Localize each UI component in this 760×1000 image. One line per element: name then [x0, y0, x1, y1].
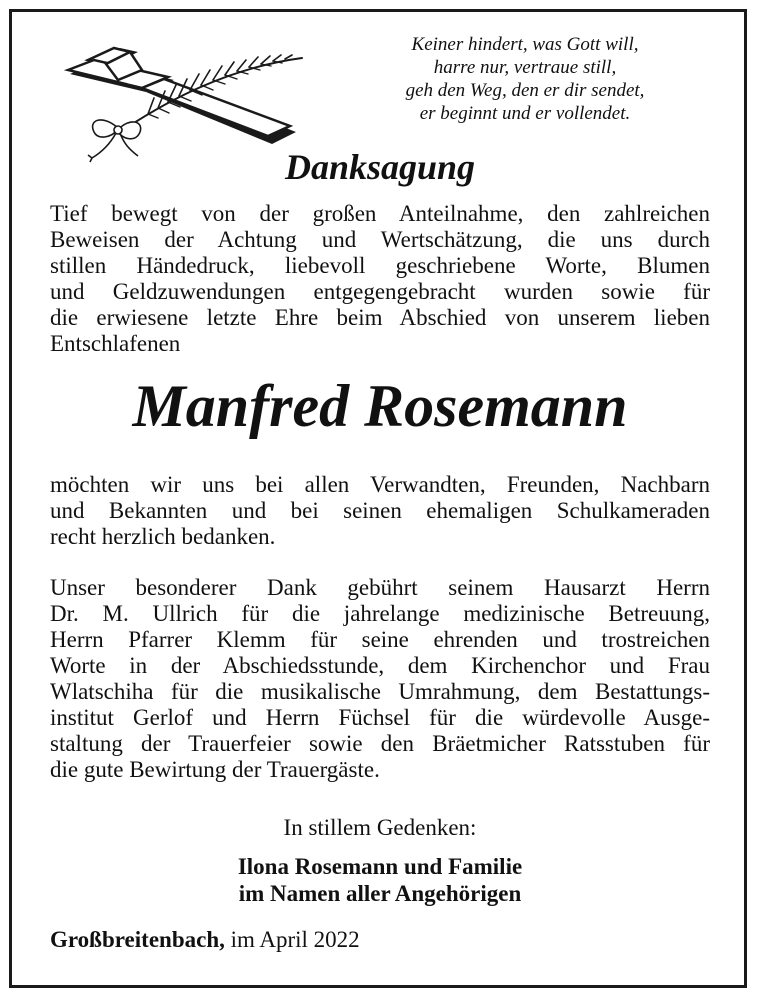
text-line: Dr. M. Ullrich für die jahrelange medizinische Betreuung,	[50, 601, 710, 626]
place-date: im April 2022	[224, 927, 360, 952]
text-line: möchten wir uns bei allen Verwandten, Freunden, Nachbarn	[50, 472, 710, 497]
poem-line: er beginnt und er vollendet.	[419, 103, 631, 124]
text-line: und Bekannten und bei seinen ehemaligen Schulkameraden	[50, 498, 710, 523]
text-line: die erwiesene letzte Ehre beim Abschied von unserem lieben	[50, 305, 710, 330]
family-signature	[0, 853, 760, 907]
thanks-paragraph	[50, 472, 710, 550]
text-line: Beweisen der Achtung und Wertschätzung, die uns durch	[50, 227, 710, 252]
text-line: institut Gerlof und Herrn Füchsel für die würdevolle Ausge-	[50, 705, 710, 730]
text-line: Herrn Pfarrer Klemm für seine ehrenden und trostreichen	[50, 627, 710, 652]
family-line: Ilona Rosemann und Familie	[237, 854, 523, 879]
text-line: Worte in der Abschiedsstunde, dem Kirchenchor und Frau	[50, 653, 710, 678]
intro-paragraph	[50, 201, 710, 357]
poem-verse	[360, 33, 690, 125]
text-line: Unser besonderer Dank gebührt seinem Hausarzt Herrn	[50, 575, 710, 600]
text-line: die gute Bewirtung der Trauergäste.	[50, 757, 380, 782]
text-line: Entschlafenen	[50, 331, 181, 356]
text-line: Tief bewegt von der großen Anteilnahme, den zahlreichen	[50, 201, 710, 226]
poem-line: Keiner hindert, was Gott will,	[411, 34, 639, 55]
special-thanks-paragraph	[50, 575, 710, 783]
text-line: recht herzlich bedanken.	[50, 524, 276, 549]
place-town: Großbreitenbach,	[50, 927, 225, 952]
text-line: stillen Händedruck, liebevoll geschriebene Worte, Blumen	[50, 253, 710, 278]
poem-line: harre nur, vertraue still,	[433, 57, 617, 78]
closing-phrase: In stillem Gedenken:	[283, 815, 477, 840]
deceased-name: Manfred Rosemann	[132, 373, 628, 439]
text-line: staltung der Trauerfeier sowie den Bräetmicher Ratsstuben für	[50, 731, 710, 756]
text-line: und Geldzuwendungen entgegengebracht wurden sowie für	[50, 279, 710, 304]
family-line: im Namen aller Angehörigen	[238, 881, 522, 906]
text-line: Wlatschiha für die musikalische Umrahmung, dem Bestattungs-	[50, 679, 710, 704]
poem-line: geh den Weg, den er dir sendet,	[405, 80, 645, 101]
page-title: Danksagung	[284, 147, 476, 187]
place-and-date	[50, 927, 360, 953]
